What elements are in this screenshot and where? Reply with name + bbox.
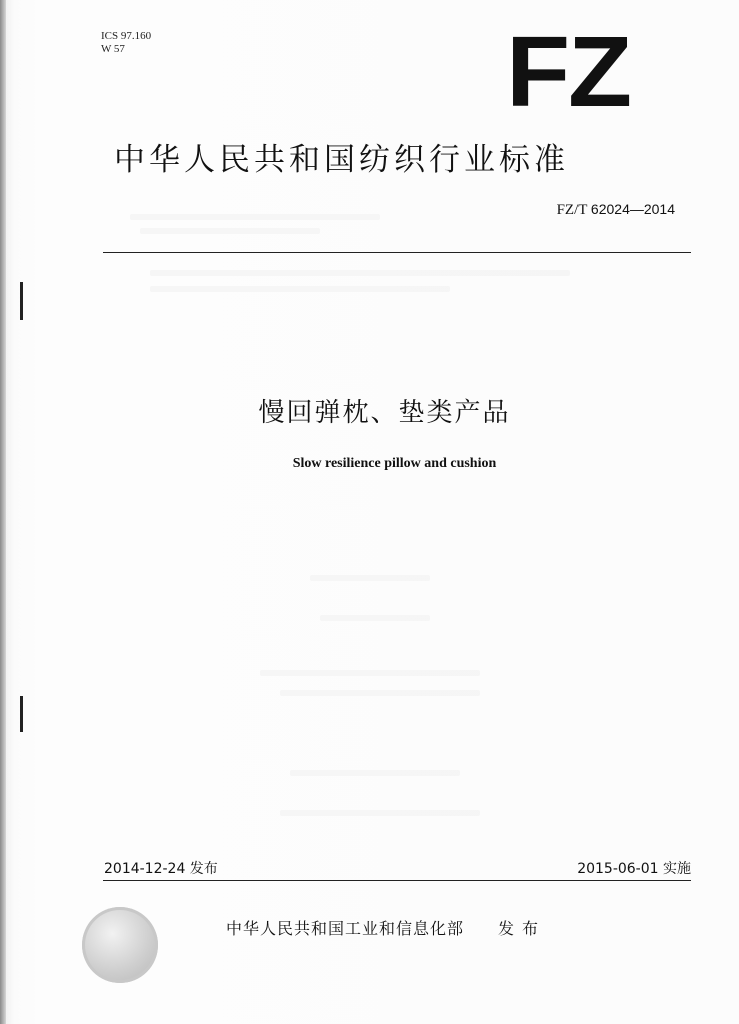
show-through (130, 214, 380, 220)
show-through (290, 770, 460, 776)
binding-mark (20, 696, 23, 732)
issuer-action: 发布 (498, 919, 547, 938)
standard-number (557, 201, 675, 219)
show-through (280, 810, 480, 816)
implementation-date: 2015-06-01 实施 (577, 861, 691, 877)
show-through (280, 690, 480, 696)
standard-number-prefix: FZ/T (556, 202, 588, 218)
footer-divider (103, 880, 691, 881)
show-through (150, 286, 450, 292)
standard-title: 中华人民共和国纺织行业标准 (114, 142, 569, 178)
show-through (140, 228, 320, 234)
ccs-code: W 57 (101, 43, 125, 55)
show-through (260, 670, 480, 676)
document-title-cn: 慢回弹枕、垫类产品 (258, 398, 511, 428)
issuer (226, 916, 546, 939)
ics-code: ICS 97.160 (101, 30, 152, 42)
page-edge (0, 0, 6, 1024)
fz-logo: FZ (506, 16, 631, 128)
anti-counterfeit-seal (82, 907, 158, 983)
standard-number-value: 62024—2014 (590, 201, 675, 217)
issuer-name: 中华人民共和国工业和信息化部 (226, 919, 465, 938)
binding-mark (20, 282, 23, 320)
document-title-en: Slow resilience pillow and cushion (292, 456, 497, 471)
show-through (150, 270, 570, 276)
issue-date: 2014-12-24 发布 (104, 861, 218, 877)
show-through (310, 575, 430, 581)
show-through (320, 615, 430, 621)
header-divider (103, 252, 691, 253)
classification-codes (101, 30, 151, 56)
